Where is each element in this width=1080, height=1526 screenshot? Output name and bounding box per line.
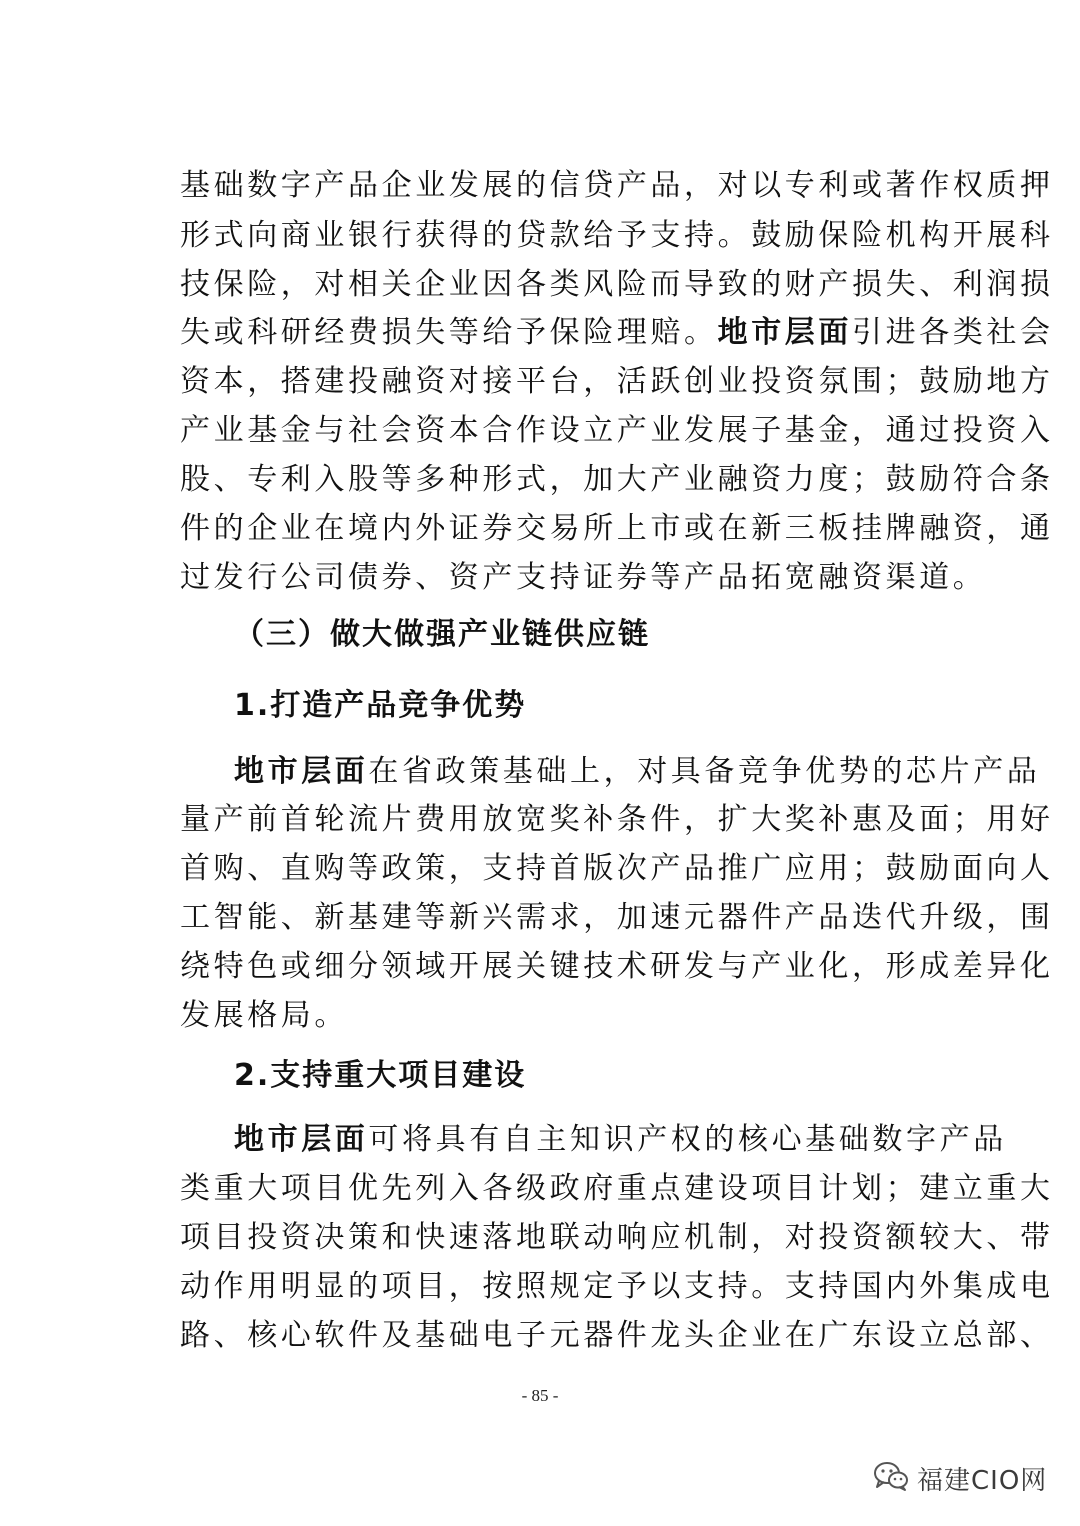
paragraph-line: 首购、直购等政策，支持首版次产品推广应用；鼓励面向人: [180, 851, 1054, 886]
paragraph-line: [234, 1120, 1007, 1160]
watermark-text: 福建CIO网: [917, 1465, 1048, 1496]
bold-label: 地市层面: [717, 315, 853, 350]
paragraph-line: 量产前首轮流片费用放宽奖补条件，扩大奖补惠及面；用好: [180, 802, 1054, 837]
paragraph-line: 动作用明显的项目，按照规定予以支持。支持国内外集成电: [180, 1269, 1054, 1304]
bold-label: 地市层面: [234, 754, 369, 789]
subsection-heading: 2.支持重大项目建设: [234, 1058, 527, 1093]
paragraph-line: 发展格局。: [180, 998, 348, 1033]
paragraph-text: 在省政策基础上，对具备竞争优势的芯片产品: [368, 754, 1041, 789]
paragraph-line: 件的企业在境内外证券交易所上市或在新三板挂牌融资，通: [180, 511, 1054, 546]
paragraph-line: [180, 313, 1054, 353]
page-number: - 85 -: [521, 1386, 559, 1405]
paragraph-line: 类重大项目优先列入各级政府重点建设项目计划；建立重大: [180, 1171, 1054, 1206]
paragraph-line: 产业基金与社会资本合作设立产业发展子基金，通过投资入: [180, 413, 1054, 448]
paragraph-line: 股、专利入股等多种形式，加大产业融资力度；鼓励符合条: [180, 462, 1054, 497]
paragraph-text: 可将具有自主知识产权的核心基础数字产品: [368, 1122, 1007, 1157]
paragraph-line: 项目投资决策和快速落地联动响应机制，对投资额较大、带: [180, 1220, 1054, 1255]
wechat-icon: [873, 1460, 909, 1496]
paragraph-line: 过发行公司债券、资产支持证券等产品拓宽融资渠道。: [180, 560, 987, 595]
paragraph-line: 技保险，对相关企业因各类风险而导致的财产损失、利润损: [180, 267, 1054, 302]
paragraph-line: 路、核心软件及基础电子元器件龙头企业在广东设立总部、: [180, 1318, 1054, 1353]
paragraph-line: 基础数字产品企业发展的信贷产品，对以专利或著作权质押: [180, 168, 1054, 203]
section-heading: （三）做大做强产业链供应链: [234, 617, 650, 652]
bold-label: 地市层面: [234, 1122, 369, 1157]
paragraph-line: [234, 752, 1041, 792]
paragraph-text: 引进各类社会: [852, 315, 1054, 350]
paragraph-line: 资本，搭建投融资对接平台，活跃创业投资氛围；鼓励地方: [180, 364, 1054, 399]
watermark: [873, 1458, 1047, 1498]
paragraph-line: 绕特色或细分领域开展关键技术研发与产业化，形成差异化: [180, 949, 1054, 984]
paragraph-line: 形式向商业银行获得的贷款给予支持。鼓励保险机构开展科: [180, 218, 1054, 253]
paragraph-line: 工智能、新基建等新兴需求，加速元器件产品迭代升级，围: [180, 900, 1054, 935]
subsection-heading: 1.打造产品竞争优势: [234, 688, 527, 723]
paragraph-text: 失或科研经费损失等给予保险理赔。: [180, 315, 718, 350]
